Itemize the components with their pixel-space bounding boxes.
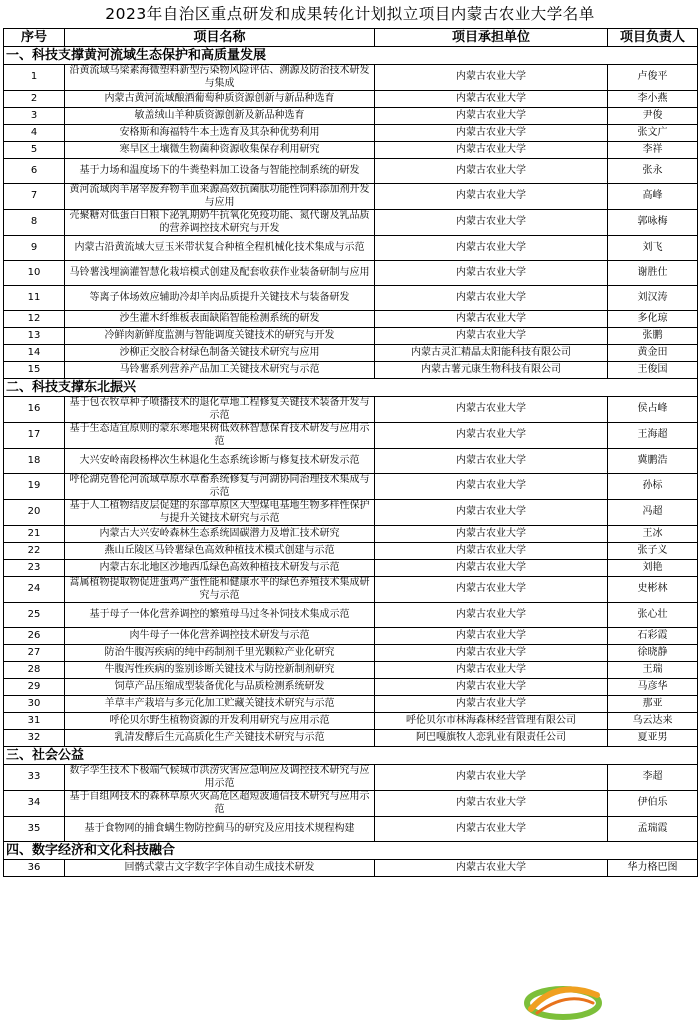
table-row xyxy=(4,261,698,286)
undertaking-unit: 内蒙古农业大学 xyxy=(375,696,608,713)
table-row xyxy=(4,577,698,603)
row-number: 12 xyxy=(4,311,65,328)
project-leader: 黄金田 xyxy=(608,345,698,362)
project-leader: 那亚 xyxy=(608,696,698,713)
project-name: 数字孪生技术下极端气候城市洪涝灾害应急响应及调控技术研究与应用示范 xyxy=(65,765,375,791)
row-number: 1 xyxy=(4,65,65,91)
project-leader: 张文广 xyxy=(608,125,698,142)
project-name: 冷鲜肉新鲜度监测与智能调度关键技术的研究与开发 xyxy=(65,328,375,345)
project-leader: 卢俊平 xyxy=(608,65,698,91)
project-leader: 郭咏梅 xyxy=(608,210,698,236)
table-row xyxy=(4,679,698,696)
project-name: 内蒙古大兴安岭森林生态系统固碳潜力及增汇技术研究 xyxy=(65,526,375,543)
project-name: 沙柳正交胶合材绿色制备关键技术研究与应用 xyxy=(65,345,375,362)
project-name: 基于食物网的捕食螨生物防控蓟马的研究及应用技术规程构建 xyxy=(65,817,375,842)
table-row xyxy=(4,713,698,730)
project-leader: 石彩霞 xyxy=(608,628,698,645)
undertaking-unit: 内蒙古农业大学 xyxy=(375,108,608,125)
undertaking-unit: 内蒙古农业大学 xyxy=(375,210,608,236)
undertaking-unit: 内蒙古农业大学 xyxy=(375,236,608,261)
undertaking-unit: 呼伦贝尔市林海森林经营管理有限公司 xyxy=(375,713,608,730)
table-row xyxy=(4,210,698,236)
page-title: 2023年自治区重点研发和成果转化计划拟立项目内蒙古农业大学名单 xyxy=(105,5,595,23)
project-name: 内蒙古东北地区沙地西瓜绿色高效种植技术研发与示范 xyxy=(65,560,375,577)
undertaking-unit: 内蒙古农业大学 xyxy=(375,860,608,877)
row-number: 23 xyxy=(4,560,65,577)
row-number: 33 xyxy=(4,765,65,791)
project-leader: 王俊国 xyxy=(608,362,698,379)
row-number: 5 xyxy=(4,142,65,159)
undertaking-unit: 内蒙古农业大学 xyxy=(375,543,608,560)
header-lead: 项目负责人 xyxy=(608,29,698,47)
row-number: 34 xyxy=(4,791,65,817)
project-name: 大兴安岭南段杨桦次生林退化生态系统诊断与修复技术研发示范 xyxy=(65,449,375,474)
project-leader: 王瑞 xyxy=(608,662,698,679)
table-row xyxy=(4,65,698,91)
row-number: 32 xyxy=(4,730,65,747)
project-leader: 多化琼 xyxy=(608,311,698,328)
project-leader: 史彬林 xyxy=(608,577,698,603)
project-name: 基于自组网技术的森林草原火灾高危区超短波通信技术研究与应用示范 xyxy=(65,791,375,817)
undertaking-unit: 内蒙古农业大学 xyxy=(375,577,608,603)
undertaking-unit: 内蒙古农业大学 xyxy=(375,397,608,423)
undertaking-unit: 内蒙古农业大学 xyxy=(375,603,608,628)
table-row xyxy=(4,159,698,184)
project-name: 等离子体场效应辅助冷却羊肉品质提升关键技术与装备研发 xyxy=(65,286,375,311)
header-unit: 项目承担单位 xyxy=(375,29,608,47)
project-leader: 伊伯乐 xyxy=(608,791,698,817)
header-no: 序号 xyxy=(4,29,65,47)
project-name: 基于母子一体化营养调控的繁殖母马过冬补饲技术集成示范 xyxy=(65,603,375,628)
project-leader: 王冰 xyxy=(608,526,698,543)
undertaking-unit: 内蒙古农业大学 xyxy=(375,142,608,159)
project-leader: 王海超 xyxy=(608,423,698,449)
undertaking-unit: 内蒙古农业大学 xyxy=(375,817,608,842)
project-name: 沿黄流域乌梁素海微塑料新型污染物风险评估、溯源及防治技术研发与集成 xyxy=(65,65,375,91)
undertaking-unit: 阿巴嘎旗牧人恋乳业有限责任公司 xyxy=(375,730,608,747)
project-leader: 夏亚男 xyxy=(608,730,698,747)
project-name: 基于生态适宜原则的蒙东寒地果树低效林智慧保育技术研发与应用示范 xyxy=(65,423,375,449)
row-number: 31 xyxy=(4,713,65,730)
row-number: 27 xyxy=(4,645,65,662)
project-leader: 孙标 xyxy=(608,474,698,500)
table-row xyxy=(4,560,698,577)
undertaking-unit: 内蒙古农业大学 xyxy=(375,628,608,645)
project-name: 马铃薯系列营养产品加工关键技术研究与示范 xyxy=(65,362,375,379)
table-row xyxy=(4,628,698,645)
project-name: 回鹘式蒙古文字数字字体自动生成技术研发 xyxy=(65,860,375,877)
row-number: 22 xyxy=(4,543,65,560)
row-number: 15 xyxy=(4,362,65,379)
table-row xyxy=(4,662,698,679)
undertaking-unit: 内蒙古农业大学 xyxy=(375,261,608,286)
project-name: 防治牛腹泻疾病的纯中药制剂千里光颗粒产业化研究 xyxy=(65,645,375,662)
section-title: 四、数字经济和文化科技融合 xyxy=(4,842,698,860)
table-row xyxy=(4,765,698,791)
undertaking-unit: 内蒙古农业大学 xyxy=(375,474,608,500)
project-leader: 华力格巴图 xyxy=(608,860,698,877)
header-row xyxy=(4,29,698,47)
table-row xyxy=(4,603,698,628)
row-number: 25 xyxy=(4,603,65,628)
row-number: 8 xyxy=(4,210,65,236)
table-row xyxy=(4,236,698,261)
project-leader: 刘飞 xyxy=(608,236,698,261)
undertaking-unit: 内蒙古农业大学 xyxy=(375,560,608,577)
table-row xyxy=(4,817,698,842)
table-row xyxy=(4,696,698,713)
project-name: 肉牛母子一体化营养调控技术研发与示范 xyxy=(65,628,375,645)
header-project-name: 项目名称 xyxy=(65,29,375,47)
table-row xyxy=(4,125,698,142)
row-number: 26 xyxy=(4,628,65,645)
project-name: 呼伦湖克鲁伦河流域草原水草畜系统修复与河湖协同治理技术集成与示范 xyxy=(65,474,375,500)
table-row xyxy=(4,423,698,449)
row-number: 2 xyxy=(4,91,65,108)
project-name: 黄河流域肉羊屠宰废弃物羊血来源高效抗菌肽功能性饲料添加剂开发与应用 xyxy=(65,184,375,210)
undertaking-unit: 内蒙古农业大学 xyxy=(375,286,608,311)
project-leader: 冀鹏浩 xyxy=(608,449,698,474)
project-name: 呼伦贝尔野生植物资源的开发利用研究与应用示范 xyxy=(65,713,375,730)
project-leader: 张鹏 xyxy=(608,328,698,345)
undertaking-unit: 内蒙古农业大学 xyxy=(375,91,608,108)
row-number: 36 xyxy=(4,860,65,877)
table-row xyxy=(4,397,698,423)
undertaking-unit: 内蒙古农业大学 xyxy=(375,125,608,142)
section-title: 二、科技支撑东北振兴 xyxy=(4,379,698,397)
table-row xyxy=(4,860,698,877)
table-row xyxy=(4,286,698,311)
project-name: 羊草丰产栽培与多元化加工贮藏关键技术研究与示范 xyxy=(65,696,375,713)
undertaking-unit: 内蒙古农业大学 xyxy=(375,65,608,91)
project-leader: 李小燕 xyxy=(608,91,698,108)
project-leader: 刘汉涛 xyxy=(608,286,698,311)
table-row xyxy=(4,345,698,362)
row-number: 24 xyxy=(4,577,65,603)
project-name: 寒旱区土壤微生物菌种资源收集保存利用研究 xyxy=(65,142,375,159)
row-number: 7 xyxy=(4,184,65,210)
project-leader: 李超 xyxy=(608,765,698,791)
table-row xyxy=(4,142,698,159)
row-number: 35 xyxy=(4,817,65,842)
table-row xyxy=(4,449,698,474)
row-number: 10 xyxy=(4,261,65,286)
project-name: 燕山丘陵区马铃薯绿色高效种植技术模式创建与示范 xyxy=(65,543,375,560)
project-leader: 侯占峰 xyxy=(608,397,698,423)
table-row xyxy=(4,500,698,526)
project-leader: 徐晓静 xyxy=(608,645,698,662)
undertaking-unit: 内蒙古农业大学 xyxy=(375,679,608,696)
undertaking-unit: 内蒙古农业大学 xyxy=(375,645,608,662)
undertaking-unit: 内蒙古农业大学 xyxy=(375,423,608,449)
project-leader: 李祥 xyxy=(608,142,698,159)
row-number: 6 xyxy=(4,159,65,184)
table-row xyxy=(4,91,698,108)
row-number: 28 xyxy=(4,662,65,679)
table-row xyxy=(4,108,698,125)
undertaking-unit: 内蒙古薯元康生物科技有限公司 xyxy=(375,362,608,379)
project-leader: 谢胜仕 xyxy=(608,261,698,286)
project-name: 牛腹泻性疾病的鉴别诊断关键技术与防控新制剂研究 xyxy=(65,662,375,679)
university-logo-icon xyxy=(517,973,609,1025)
project-leader: 乌云达来 xyxy=(608,713,698,730)
undertaking-unit: 内蒙古农业大学 xyxy=(375,184,608,210)
project-leader: 刘艳 xyxy=(608,560,698,577)
undertaking-unit: 内蒙古灵汇精晶太阳能科技有限公司 xyxy=(375,345,608,362)
table-row xyxy=(4,184,698,210)
project-name: 内蒙古黄河流域酿酒葡萄种质资源创新与新品种选育 xyxy=(65,91,375,108)
project-leader: 尹俊 xyxy=(608,108,698,125)
project-leader: 高峰 xyxy=(608,184,698,210)
row-number: 16 xyxy=(4,397,65,423)
project-table xyxy=(3,28,698,877)
table-row xyxy=(4,543,698,560)
project-name: 马铃薯浅埋滴灌智慧化栽培模式创建及配套收获作业装备研制与应用 xyxy=(65,261,375,286)
row-number: 14 xyxy=(4,345,65,362)
row-number: 19 xyxy=(4,474,65,500)
section-row xyxy=(4,747,698,765)
row-number: 21 xyxy=(4,526,65,543)
section-row xyxy=(4,379,698,397)
undertaking-unit: 内蒙古农业大学 xyxy=(375,311,608,328)
row-number: 3 xyxy=(4,108,65,125)
undertaking-unit: 内蒙古农业大学 xyxy=(375,791,608,817)
section-row xyxy=(4,842,698,860)
project-name: 乳清发酵后生元高质化生产关键技术研究与示范 xyxy=(65,730,375,747)
table-row xyxy=(4,791,698,817)
project-leader: 马彦华 xyxy=(608,679,698,696)
project-name: 内蒙古沿黄流域大豆玉米带状复合种植全程机械化技术集成与示范 xyxy=(65,236,375,261)
undertaking-unit: 内蒙古农业大学 xyxy=(375,159,608,184)
table-row xyxy=(4,362,698,379)
section-title: 一、科技支撑黄河流域生态保护和高质量发展 xyxy=(4,47,698,65)
project-leader: 张永 xyxy=(608,159,698,184)
section-row xyxy=(4,47,698,65)
project-name: 蒿属植物提取物促进蛋鸡产蛋性能和健康水平的绿色养殖技术集成研究与示范 xyxy=(65,577,375,603)
table-row xyxy=(4,311,698,328)
table-row xyxy=(4,474,698,500)
row-number: 13 xyxy=(4,328,65,345)
row-number: 18 xyxy=(4,449,65,474)
undertaking-unit: 内蒙古农业大学 xyxy=(375,662,608,679)
undertaking-unit: 内蒙古农业大学 xyxy=(375,449,608,474)
project-name: 基于人工植物结皮层促建的东部草原区大型煤电基地生物多样性保护与提升关键技术研究与示范 xyxy=(65,500,375,526)
undertaking-unit: 内蒙古农业大学 xyxy=(375,328,608,345)
undertaking-unit: 内蒙古农业大学 xyxy=(375,765,608,791)
project-name: 饲草产品压缩成型装备优化与品质检测系统研发 xyxy=(65,679,375,696)
project-name: 基于包衣牧草种子喷播技术的退化草地工程修复关键技术装备开发与示范 xyxy=(65,397,375,423)
row-number: 29 xyxy=(4,679,65,696)
table-body xyxy=(4,47,698,877)
table-row xyxy=(4,730,698,747)
row-number: 17 xyxy=(4,423,65,449)
table-row xyxy=(4,645,698,662)
project-name: 沙生灌木纤维板表面缺陷智能检测系统的研发 xyxy=(65,311,375,328)
row-number: 11 xyxy=(4,286,65,311)
table-row xyxy=(4,328,698,345)
project-leader: 孟瑞霞 xyxy=(608,817,698,842)
undertaking-unit: 内蒙古农业大学 xyxy=(375,526,608,543)
undertaking-unit: 内蒙古农业大学 xyxy=(375,500,608,526)
project-name: 基于力场和温度场下的牛粪垫料加工设备与智能控制系统的研发 xyxy=(65,159,375,184)
row-number: 30 xyxy=(4,696,65,713)
project-name: 安格斯和海福特牛本土选育及其杂种优势利用 xyxy=(65,125,375,142)
project-name: 壳聚糖对低蛋白日粮下泌乳期奶牛抗氧化免疫功能、氮代谢及乳品质的营养调控技术研究与开发 xyxy=(65,210,375,236)
project-leader: 张心壮 xyxy=(608,603,698,628)
section-title: 三、社会公益 xyxy=(4,747,698,765)
project-leader: 张子义 xyxy=(608,543,698,560)
row-number: 9 xyxy=(4,236,65,261)
row-number: 4 xyxy=(4,125,65,142)
table-row xyxy=(4,526,698,543)
project-leader: 冯超 xyxy=(608,500,698,526)
row-number: 20 xyxy=(4,500,65,526)
project-name: 敏盖绒山羊种质资源创新及新品种选育 xyxy=(65,108,375,125)
